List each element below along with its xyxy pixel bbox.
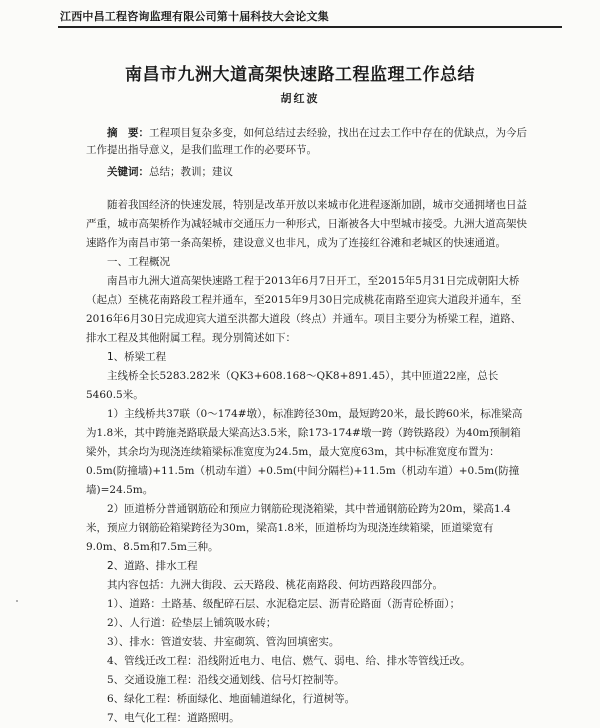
ramp-bridge-paragraph: 2）匝道桥分普通钢筋砼和预应力钢筋砼现浇箱梁，其中普通钢筋砼跨为20m，梁高1.4米，预应力钢筋砼箱梁跨径为30m，梁高1.8米，匝道桥均为现浇连续箱梁，匝道梁宽有9.0m、8.5m和7.5m三种。 bbox=[86, 503, 511, 553]
subsection-heading-bridge: 1、桥梁工程 bbox=[107, 351, 167, 363]
keywords-text: 总结；教训；建议 bbox=[149, 166, 233, 178]
list-item: 2）、人行道：砼垫层上铺筑吸水砖； bbox=[107, 617, 277, 629]
subsection-heading-road-drainage: 2、道路、排水工程 bbox=[107, 560, 198, 572]
list-item: 3）、排水：管道安装、井室砌筑、管沟回填密实。 bbox=[107, 636, 340, 648]
intro-paragraph: 随着我国经济的快速发展，特别是改革开放以来城市化进程逐渐加剧，城市交通拥堵也日益严重，城市高架桥作为减轻城市交通压力一种形式，日渐被各大中型城市接受。九洲大道高架快速路作为南昌市第一条高架桥，建设意义也非凡，成为了连接红谷滩和老城区的快速通道。 bbox=[86, 199, 527, 249]
paper-title: 南昌市九洲大道高架快速路工程监理工作总结 bbox=[125, 65, 475, 85]
scan-speck bbox=[16, 600, 18, 602]
schedule-paragraph: 南昌市九洲大道高架快速路工程于2013年6月7日开工，至2015年5月31日完成朝阳大桥（起点）至桃花南路段工程并通车，至2015年9月30日完成桃花南路至迎宾大道段并通车，至2016年6月30日完成迎宾大道至洪都大道段（终点）并通车。项目主要分为桥梁工程，道路、排水工程及其他附属工程。现分别简述如下： bbox=[86, 275, 522, 344]
abstract-label: 摘 要： bbox=[107, 127, 149, 139]
list-item: 1）、道路：土路基、级配碎石层、水泥稳定层、沥青砼路面（沥青砼桥面）； bbox=[107, 598, 461, 610]
keywords-label: 关键词： bbox=[107, 166, 149, 178]
body-text bbox=[86, 196, 530, 728]
road-scope-paragraph: 其内容包括：九洲大街段、云天路段、桃花南路段、何坊西路段四部分。 bbox=[107, 579, 443, 591]
author-name: 胡红波 bbox=[280, 92, 320, 105]
abstract-text: 工程项目复杂多变，如何总结过去经验，找出在过去工作中存在的优缺点，为今后工作提出指导意义，是我们监理工作的必要环节。 bbox=[86, 127, 527, 156]
keywords bbox=[86, 164, 530, 181]
section-heading-project-overview: 一、工程概况 bbox=[107, 256, 170, 268]
list-item: 6、绿化工程：桥面绿化、地面辅道绿化，行道树等。 bbox=[107, 693, 356, 705]
list-item: 7、电气化工程：道路照明。 bbox=[107, 712, 240, 724]
list-item: 5、交通设施工程：沿线交通划线、信号灯控制等。 bbox=[107, 674, 345, 686]
abstract bbox=[86, 125, 530, 159]
list-item: 4、管线迁改工程：沿线附近电力、电信、燃气、弱电、给、排水等管线迁改。 bbox=[107, 655, 471, 667]
mainline-bridge-paragraph: 1）主线桥共37联（0～174#墩），标准跨径30m，最短跨20米，最长跨60米，标准梁高为1.8米，其中跨施尧路联最大梁高达3.5米，除173-174#墩一跨（跨铁路段）为40m预制箱梁外，其余均为现浇连续箱梁标准宽度为24.5m，最大宽度63m，其中标准宽度布置为：0.5m(防撞墙)+11.5m（机动车道）+0.5m(中间分隔栏)+11.5m（机动车道）+0.5m(防撞墙)=24.5m。 bbox=[86, 408, 523, 496]
header-rule bbox=[58, 26, 562, 28]
running-header: 江西中昌工程咨询监理有限公司第十届科技大会论文集 bbox=[60, 10, 329, 23]
bridge-length-paragraph: 主线桥全长5283.282米（QK3+608.168～QK8+891.45），其中匝道22座，总长5460.5米。 bbox=[86, 370, 499, 401]
